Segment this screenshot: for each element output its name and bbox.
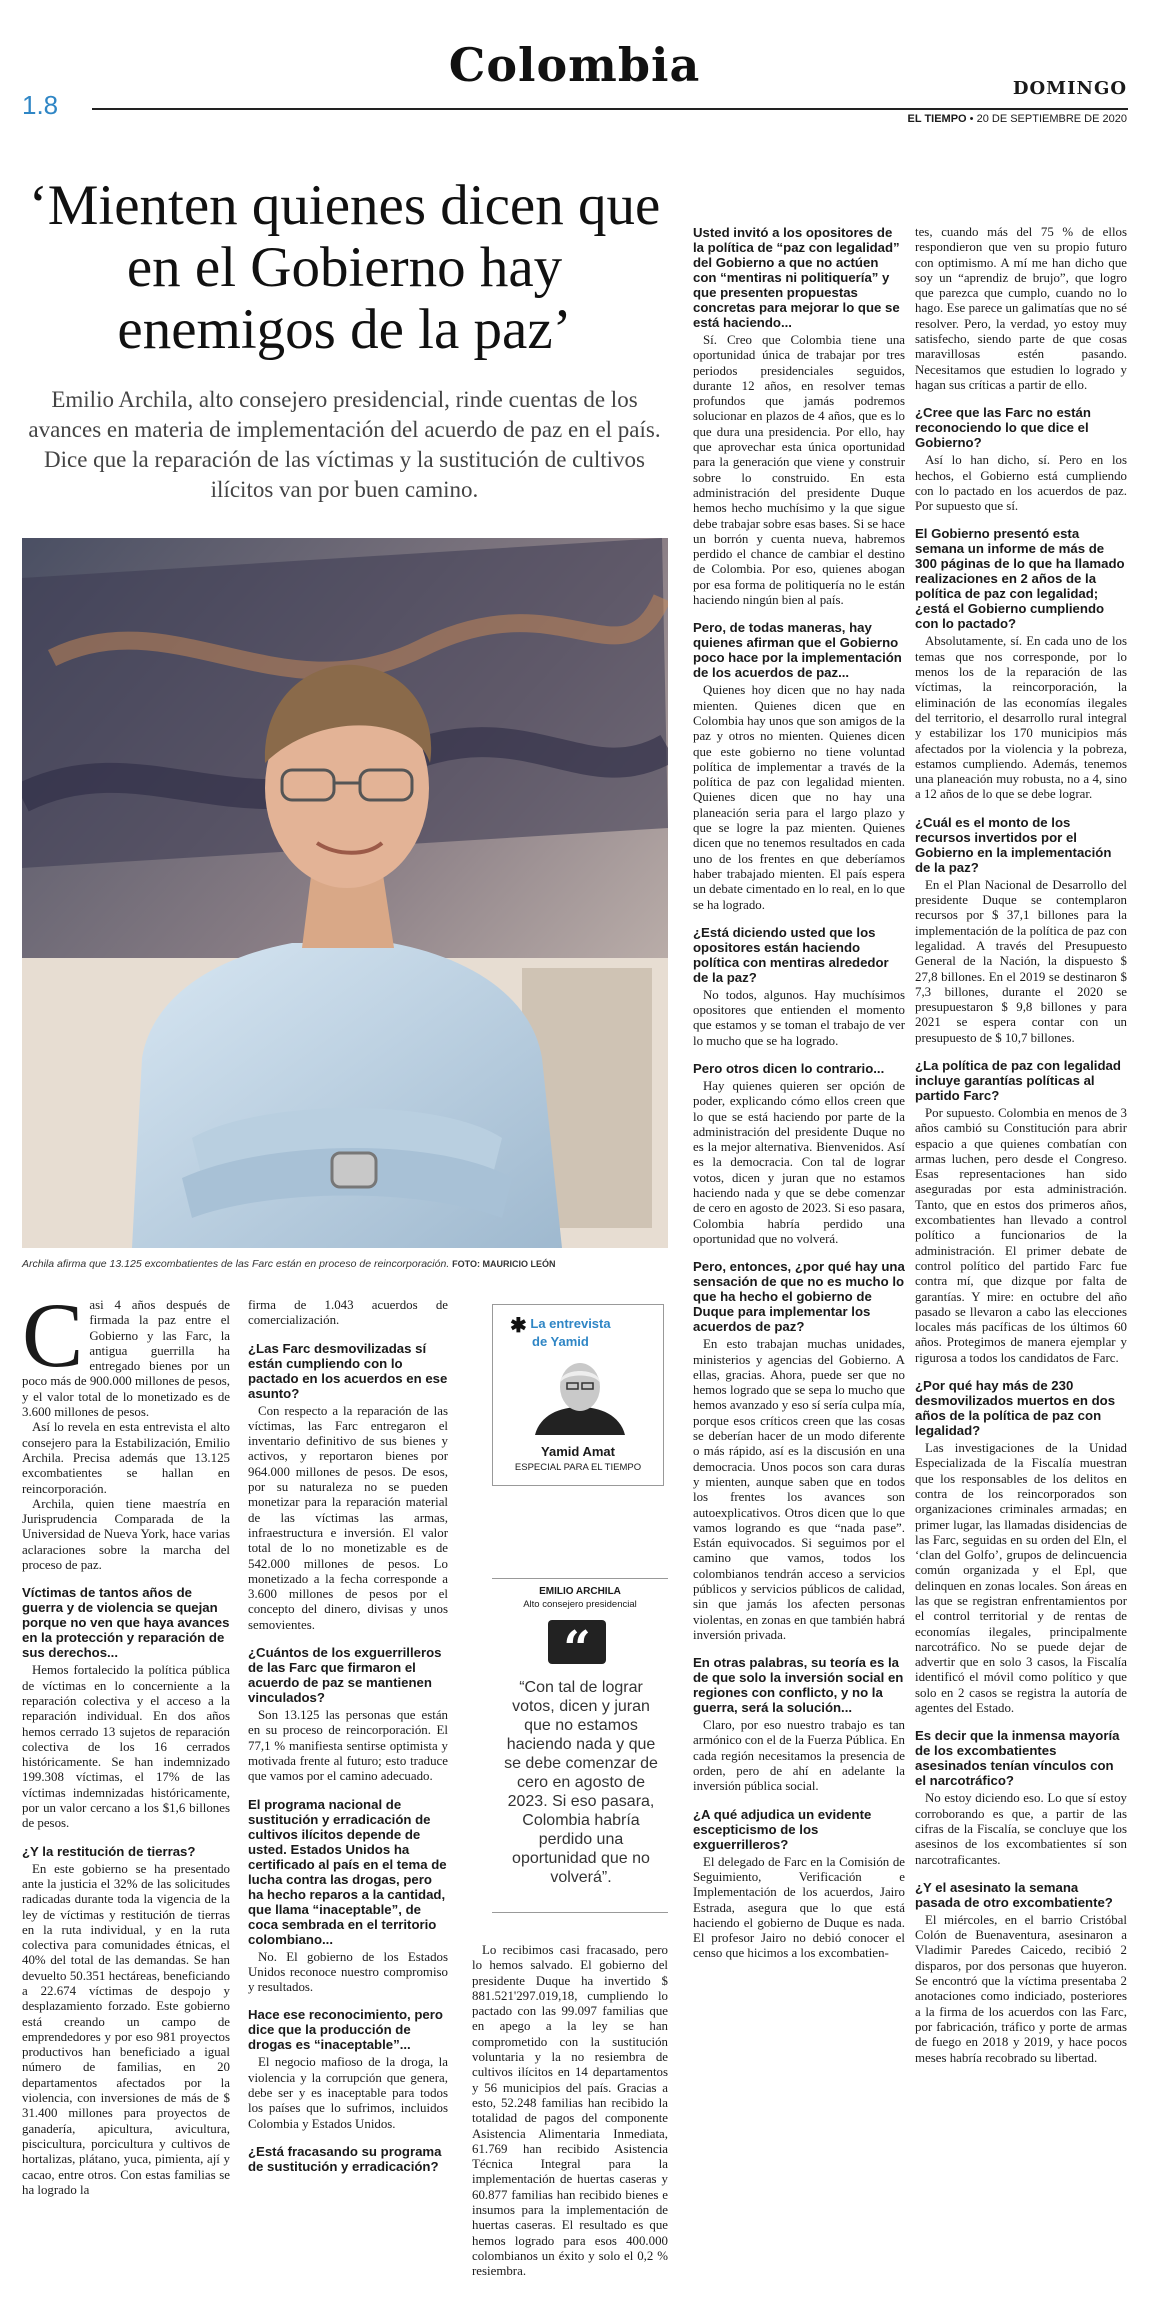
column-4 (693, 225, 905, 1962)
body-paragraph: Claro, por eso nuestro trabajo es tan armónico con el de la Fuerza Pública. En cada región necesitamos la presencia de orden, pero de ahí en adelante la inversión pública social. (693, 1718, 905, 1794)
interviewer-name: Yamid Amat (541, 1444, 615, 1459)
interview-question: En otras palabras, su teoría es la de que solo la inversión social en regiones con conflicto, y no la guerra, será la solución... (693, 1655, 904, 1716)
body-paragraph: Las investigaciones de la Unidad Especializada de la Fiscalía muestran que los responsables de los delitos en contra de los reincorporados son organizaciones criminales armadas; en primer lugar, las llamadas disidencias de las Farc, seguidas en su orden del Eln, el ‘clan del Golfo’, grupos de delincuencia común organizada y el Epl, que delinquen en zonas locales. Son áreas en las que se registran enfrentamientos por el control territorial y de rentas de economías ilegales, principalmente narcotráfico. No se puede dejar de advertir que en solo 3 casos, la Fiscalía identificó el móvil como político y que solo en 2 casos se registra la autoría de agentes del Estado. (915, 1441, 1127, 1716)
headline: ‘Mienten quienes dicen que en el Gobierno hay enemigos de la paz’ (28, 174, 661, 361)
interview-question: El programa nacional de sustitución y erradicación de cultivos ilícitos depende de usted. Estados Unidos ha certificado al país en el tema de lucha contra las drogas, pero ha hecho reparos a la cantidad, que llama “inaceptable”, de coca sembrada en el territorio colombiano... (248, 1796, 447, 1947)
body-paragraph: No estoy diciendo eso. Lo que sí estoy corroborando es que, a partir de las cifras de la Fiscalía, se concluye que los asesinos de los excombatientes sí son narcotraficantes. (915, 1791, 1127, 1867)
publication-name: EL TIEMPO (907, 113, 967, 125)
column-5 (915, 225, 1127, 2066)
body-paragraph: En el Plan Nacional de Desarrollo del presidente Duque se contemplaron recursos por $ 37,1 billones para la implementación de la política de paz con legalidad. A través del Presupuesto General de la Nación, la dispuesto $ 27,8 billones. En el 2019 se destinaron $ 7,3 billones, durante el 2020 se presupuestaron $ 9,8 billones y para 2021 se espera contar con un presupuesto de $ 10,7 billones. (915, 877, 1127, 1045)
caption-text: Archila afirma que 13.125 excombatientes de las Farc están en proceso de reincorporación. (22, 1258, 450, 1270)
column-3 (472, 1943, 668, 2280)
body-paragraph: Por supuesto. Colombia en menos de 3 años cambió su Constitución para abrir espacio a que quienes combatían con armas luchen, pero desde el Congreso. Esas representaciones han sido aseguradas por esta administración. Tanto, que en estos dos primeros años, excombatientes han llevado a control político a funcionarios de la administración. El primer debate de control político del partido Farc fue contra mí, que dizque por falta de garantías. Y mire: en octubre del año pasado se llevaron a cabo las elecciones locales más pacíficas de los últimos 60 años. Protegimos de manera ejemplar y rigurosa a todos los candidatos de Farc. (915, 1105, 1127, 1365)
interview-question: Pero, entonces, ¿por qué hay una sensación de que no es mucho lo que ha hecho el gobierno de Duque para implementar los acuerdos de paz? (693, 1259, 905, 1335)
section-title: Colombia (448, 38, 701, 92)
drop-cap: C (22, 1284, 84, 1386)
interview-question: Es decir que la inmensa mayoría de los excombatientes asesinados tenían vínculos con el narcotráfico? (915, 1728, 1120, 1789)
body-paragraph: tes, cuando más del 75 % de ellos respondieron que ven su propio futuro con optimismo. A mí me han dicho que soy un “aprendiz de brujo”, que logro que parezca que cumplo, cuando no lo hago. Ese parece un galimatías que no sé resolver. Pero, la verdad, yo estoy muy satisfecho, siendo parte de que cosas maravillosas estén pasando. Necesitamos que estudien lo logrado y hagan sus críticas a partir de ello. (915, 225, 1127, 392)
day-label: DOMINGO (1012, 78, 1127, 99)
interview-question: Víctimas de tantos años de guerra y de violencia se quejan porque no ven que haya avances en la protección y reparación de sus derechos... (22, 1585, 230, 1661)
interview-question: Pero, de todas maneras, hay quienes afirman que el Gobierno poco hace por la implementación de los acuerdos de paz... (693, 620, 902, 681)
yamid-portrait (525, 1355, 635, 1435)
body-paragraph: En este gobierno se ha presentado ante la justicia el 32% de las solicitudes radicadas durante toda la vigencia de la ley de víctimas y restitución de tierras en la ruta individual, y en la ruta colectiva para comunidades étnicas, el 40% del total de las demandas. Se han devuelto 50.351 hectáreas, beneficiando a 22.674 víctimas de despojo y desplazamiento forzado. Este gobierno está creando un campo de emprendedores y por eso 981 proyectos productivos han beneficiado a igual número de familias, en 20 departamentos afectados por la violencia, con inversiones de más de $ 31.400 millones para proyectos de ganadería, apicultura, avicultura, piscicultura, porcicultura y cultivos de hortalizas, plátano, yuca, pimienta, ají y cacao, entre otros. Con estas familias se ha logrado la (22, 1861, 230, 2197)
body-paragraph: El negocio mafioso de la droga, la violencia y la corrupción que genera, debe ser y es inaceptable para todos los países que lo sufrimos, incluidos Colombia y Estados Unidos. (248, 2055, 448, 2131)
portrait-photo (22, 538, 668, 1248)
interview-question: ¿Cuál es el monto de los recursos invertidos por el Gobierno en la implementación de la paz? (915, 814, 1112, 875)
body-paragraph: Sí. Creo que Colombia tiene una oportunidad única de trabajar por tres periodos presidenciales seguidos, durante 12 años, en resolver temas profundos que jamás podremos solucionar en plazos de 4 años, que es lo que dura una presidencia. Por ello, hay que aprovechar esta única oportunidad para la generación que viene y construir sobre lo construido. En esta administración del presidente Duque hemos hecho muchísimo y la que sigue debe trabajar sobre esas bases. Si se hace un borrón y cuenta nueva, habremos perdido el chance de cambiar el destino de Colombia. Por eso, quienes abogan por esa forma de politiquería no le están haciendo ningún bien al país. (693, 333, 905, 608)
body-paragraph: Hay quienes quieren ser opción de poder, explicando cómo ellos creen que lo que se está haciendo por parte de la administración del presidente Duque no es la mejor alternativa. Bienvenidos. Así es la democracia. Con tal de lograr votos, dicen y juran que no estamos haciendo nada y que se debe comenzar de cero en agosto de 2023. Si eso pasara, Colombia habría perdido una oportunidad que no volverá. (693, 1078, 905, 1246)
body-paragraph: Absolutamente, sí. En cada uno de los temas que nos corresponde, por lo menos los de la reparación de las víctimas, la reincorporación, la eliminación de las economías ilegales del territorio, el desarrollo rural integral y estabilizar los 170 municipios más afectados por la violencia y la pobreza, estamos cumpliendo. Además, tenemos una planeación muy robusta, no a 4, sino a 12 años de lo que se debe lograr. (915, 634, 1127, 802)
masthead-rule (92, 108, 1128, 110)
pull-quote-name: EMILIO ARCHILA (539, 1586, 621, 1597)
body-paragraph: Hemos fortalecido la política pública de víctimas en lo concerniente a la reparación colectiva y el acceso a la reparación individual. En dos años hemos cerrado 13 sujetos de reparación colectiva de los 16 cerrados históricamente. Se han indemnizado 199.308 víctimas, el 17% de las víctimas indemnizadas históricamente, por un valor cercano a los $1,6 billones de pesos. (22, 1663, 230, 1831)
body-paragraph: Con respecto a la reparación de las víctimas, las Farc entregaron el inventario definitivo de sus bienes y activos, y reportaron bienes por 964.000 millones de pesos. De esos, por su naturaleza no se pueden monetizar para la reparación material de las víctimas las armas, infraestructura e inversión. El valor total de lo no monetizable es de 542.000 millones de pesos. Lo monetizado a la fecha corresponde a 3.600 millones de pesos por el concepto del dinero, divisas y unos semovientes. (248, 1403, 448, 1632)
interview-question: ¿Por qué hay más de 230 desmovilizados muertos en dos años de la política de paz con legalidad? (915, 1378, 1116, 1439)
interviewer-role: ESPECIAL PARA EL TIEMPO (514, 1462, 642, 1473)
pull-quote-rule-bottom (492, 1912, 668, 1913)
pull-quote-text: “Con tal de lograr votos, dicen y juran que no estamos haciendo nada y que se debe comenzar de cero en agosto de 2023. Si eso pasara, Colombia habría perdido una oportunidad que no volverá”. (504, 1679, 658, 1886)
body-paragraph: Quienes hoy dicen que no hay nada mienten. Quienes dicen que en Colombia hay unos que son amigos de la paz y otros no mienten. Quienes dicen que este gobierno no tiene voluntad política de implementar a través de la política de paz con legalidad mienten. Quienes dicen que no hay una planeación seria para el largo plazo y que se logre la paz mienten. Quienes dicen que no tenemos resultados en cada uno de los frentes en que deberíamos haber trabajado mienten. El país espera un debate cimentado en lo real, en lo que se ha logrado. (693, 683, 905, 912)
photo-credit: FOTO: MAURICIO LEÓN (452, 1259, 556, 1269)
body-paragraph: El miércoles, en el barrio Cristóbal Colón de Buenaventura, asesinaron a Vladimir Paredes Caicedo, recibió 2 disparos, por dos personas que huyeron. Se encontró que la víctima presentaba 2 anotaciones como indiciado, posteriores a la firma de los acuerdos con las Farc, por fabricación, tráfico y porte de armas de fuego en 2018 y 2019, y hace pocos meses habría recobrado su libertad. (915, 1912, 1127, 2065)
interview-question: El Gobierno presentó esta semana un informe de más de 300 páginas de lo que ha llamado realizaciones en 2 años de la política de paz con legalidad; ¿está el Gobierno cumpliendo con lo pactado? (915, 526, 1125, 632)
interview-question: ¿Cree que las Farc no están reconociendo lo que dice el Gobierno? (915, 405, 1091, 451)
date: 20 DE SEPTIEMBRE DE 2020 (976, 113, 1127, 125)
quote-mark-icon: “ (548, 1620, 606, 1664)
dateline: EL TIEMPO • 20 DE SEPTIEMBRE DE 2020 (907, 113, 1127, 125)
interview-question: ¿Y el asesinato la semana pasada de otro excombatiente? (915, 1879, 1113, 1910)
pull-quote-role: Alto consejero presidencial (523, 1599, 637, 1610)
interview-title-1: La entrevista (530, 1316, 611, 1331)
body-paragraph: Lo recibimos casi fracasado, pero lo hemos salvado. El gobierno del presidente Duque ha invertido $ 881.521'297.019,18, cumpliendo lo pactado con las 99.097 familias que en apego a la ley se han comprometido con la sustitución voluntaria y la no resiembra de cultivos ilícitos en 14 departamentos y 56 municipios del país. Gracias a esto, 52.248 familias han recibido la totalidad de pagos del componente Asistencia Alimentaria Inmediata, 61.769 han recibido Asistencia Técnica Integral para la implementación de huertas caseras y 60.877 familias han recibido bienes e insumos para la implementación de huertas caseras. El resultado es que hemos logrado para esos 400.000 colombianos un éxito y solo el 0,2 % resiembra. (472, 1943, 668, 2279)
body-paragraph: Así lo revela en esta entrevista el alto consejero para la Estabilización, Emilio Archila. Precisa además que 13.125 excombatientes se hallan en reincorporación. (22, 1420, 230, 1496)
opening-paragraph (22, 1284, 230, 1420)
body-paragraph: Son 13.125 las personas que están en su proceso de reincorporación. El 77,1 % manifiesta sentirse optimista y motivada frente al futuro; esto traduce que vamos por el camino adecuado. (248, 1708, 448, 1784)
column-2 (248, 1298, 448, 2177)
photo-caption (22, 1258, 668, 1270)
body-paragraph: Archila, quien tiene maestría en Jurisprudencia Comparada de la Universidad de Nueva York, hace varias aclaraciones sobre la marcha del proceso de paz. (22, 1496, 230, 1573)
pull-quote-rule-top (492, 1578, 668, 1579)
interview-question: Pero otros dicen lo contrario... (693, 1060, 885, 1076)
body-paragraph: Así lo han dicho, sí. Pero en los hechos, el Gobierno está cumpliendo con lo pactado en los acuerdos de paz. Por supuesto que sí. (915, 453, 1127, 514)
asterisk-icon: ✱ (510, 1315, 527, 1337)
body-paragraph: firma de 1.043 acuerdos de comercialización. (248, 1298, 448, 1328)
interview-question: ¿La política de paz con legalidad incluye garantías políticas al partido Farc? (915, 1057, 1121, 1103)
body-paragraph: No todos, algunos. Hay muchísimos opositores que entienden el momento que estamos y se toman el trabajo de ver lo mucho que se ha logrado. (693, 987, 905, 1048)
body-paragraph: En esto trabajan muchas unidades, ministerios y agencias del Gobierno. A ellas, gracias. Ahora, puede ser que no hemos logrado que se sepa lo mucho que hemos avanzado y eso sí sería culpa mía, porque esos críticos creen que las cosas se deberían hacer de un modo diferente o más rápido, así es la discusión en una democracia. Unos pocos son cara duras y mienten, aunque saben que en todos los frentes los avances son autoexplicativos. Otros dicen que lo que vamos logrando es que “nada pase”. Están equivocados. Si seguimos por el camino que vamos, todos los colombianos tendrán acceso a servicios públicos y servicios públicos de calidad, sin que jamás los afecten personas violentas, en zonas en que también habrá inversión privada. (693, 1337, 905, 1642)
body-paragraph: El delegado de Farc en la Comisión de Seguimiento, Verificación e Implementación de los acuerdos, Jairo Estrada, asegura que lo que está haciendo el gobierno de Duque es nada. El profesor Jairo no debió conocer el censo que hicimos a los excombatien- (693, 1854, 905, 1961)
interview-question: ¿Está diciendo usted que los opositores están haciendo política con mentiras alrededor de la paz? (693, 924, 889, 985)
interview-question: ¿Y la restitución de tierras? (22, 1843, 196, 1859)
interview-question: ¿Las Farc desmovilizadas sí están cumpliendo con lo pactado en los acuerdos en ese asunto? (248, 1340, 448, 1401)
interview-question: ¿Está fracasando su programa de sustitución y erradicación? (248, 2143, 442, 2174)
interview-question: Hace ese reconocimiento, pero dice que la producción de drogas es “inaceptable”... (248, 2007, 443, 2053)
opening-text: asi 4 años después de firmada la paz entre el Gobierno y las Farc, la antigua guerrilla ha entregado bienes por un poco más de 900.000 millones de pesos, y el valor total de lo monetizado es de 3.600 millones de pesos. (22, 1298, 230, 1420)
page-number: 1.8 (22, 90, 59, 120)
lede: Emilio Archila, alto consejero presidencial, rinde cuentas de los avances en materia de implementación del acuerdo de paz en el país. Dice que la reparación de las víctimas y la sustitución de cultivos ilícitos van por buen camino. (28, 387, 661, 502)
interview-question: Usted invitó a los opositores de la política de “paz con legalidad” del Gobierno a que no actúen con “mentiras ni politiquería” y que presenten propuestas concretas para mejorar lo que se está haciendo... (693, 225, 900, 330)
portrait-illustration (22, 538, 668, 1248)
body-paragraph: No. El gobierno de los Estados Unidos reconoce nuestro compromiso y resultados. (248, 1949, 448, 1995)
interview-question: ¿Cuántos de los exguerrilleros de las Farc que firmaron el acuerdo de paz se mantienen vinculados? (248, 1645, 442, 1706)
interview-question: ¿A qué adjudica un evidente escepticismo de los exguerrilleros? (693, 1806, 872, 1852)
interview-title-2: de Yamid (532, 1334, 589, 1349)
column-1 (22, 1284, 230, 2198)
interview-box-title (510, 1316, 611, 1349)
